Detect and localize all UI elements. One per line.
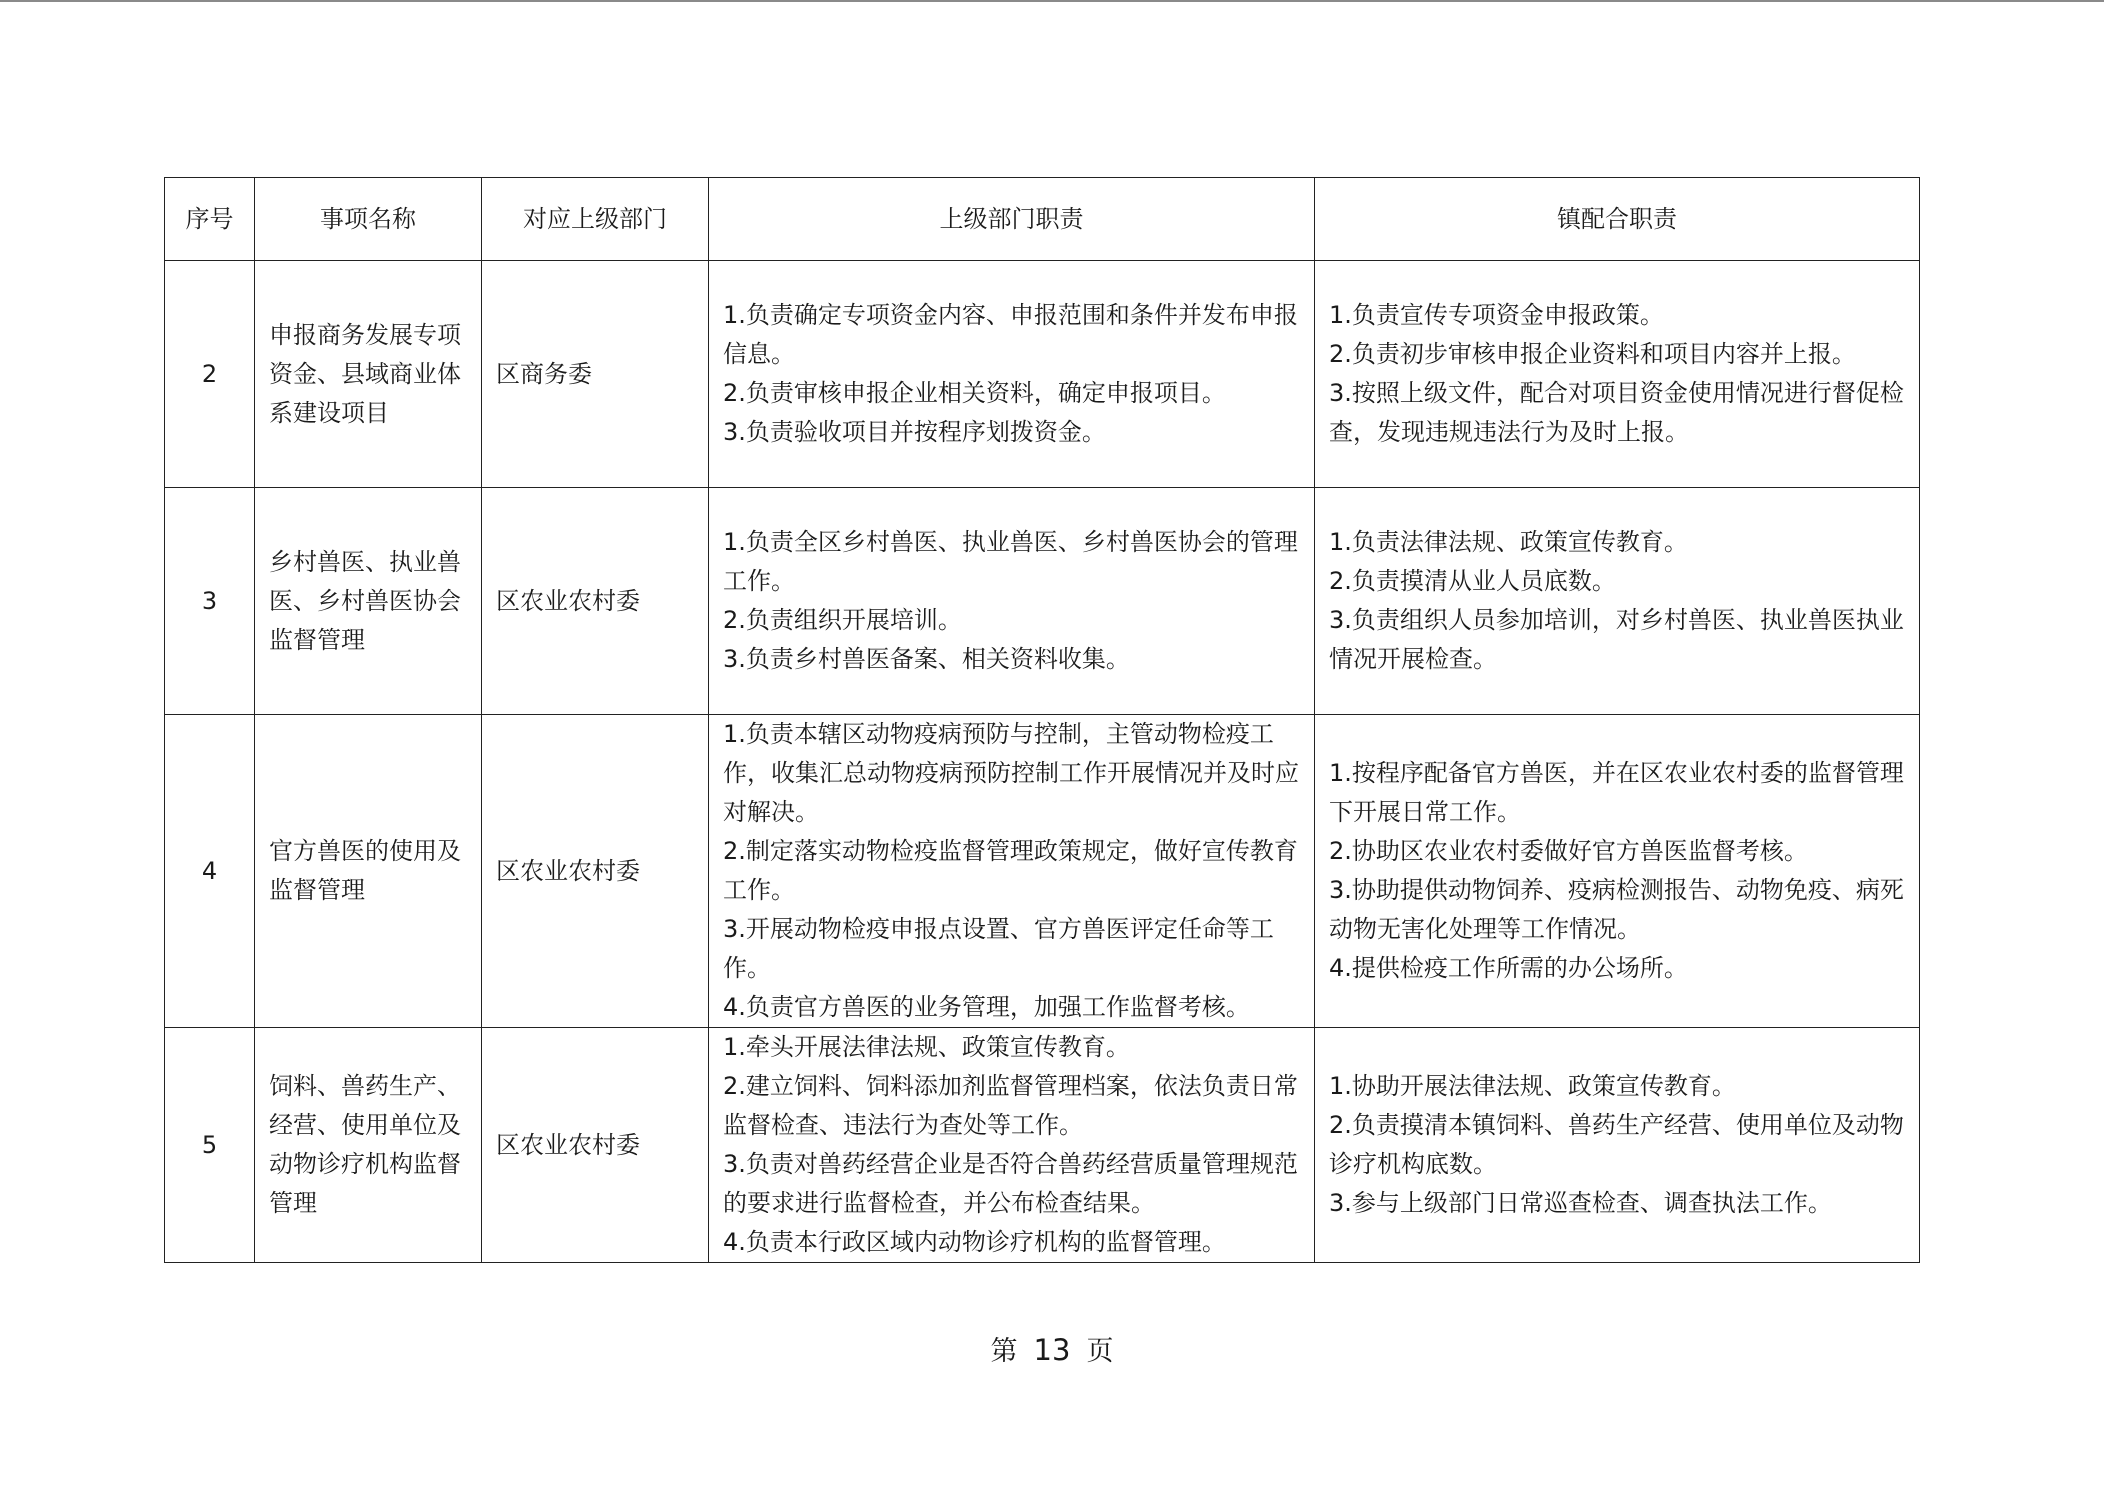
row-seq: 3: [165, 488, 255, 715]
duty-item: 1.协助开展法律法规、政策宣传教育。: [1329, 1072, 1736, 1100]
duty-table: [164, 177, 1920, 1263]
table-row: [165, 715, 1920, 1028]
duty-item: 1.负责法律法规、政策宣传教育。: [1329, 528, 1688, 556]
row-item-name: 乡村兽医、执业兽医、乡村兽医协会监督管理: [255, 488, 482, 715]
duty-item: 2.负责摸清本镇饲料、兽药生产经营、使用单位及动物诊疗机构底数。: [1329, 1111, 1904, 1178]
row-seq: 2: [165, 261, 255, 488]
row-item-name: 申报商务发展专项资金、县域商业体系建设项目: [255, 261, 482, 488]
page-footer: [0, 1332, 2104, 1370]
row-town-duties: [1315, 715, 1920, 1028]
row-upper-duties: [709, 715, 1315, 1028]
page-suffix: 页: [1086, 1336, 1114, 1367]
duty-item: 4.负责本行政区域内动物诊疗机构的监督管理。: [723, 1228, 1226, 1256]
duty-item: 3.负责验收项目并按程序划拨资金。: [723, 418, 1106, 446]
duty-item: 2.负责组织开展培训。: [723, 606, 962, 634]
table-row: [165, 1028, 1920, 1263]
table-row: [165, 488, 1920, 715]
header-seq: 序号: [165, 178, 255, 261]
duty-item: 4.负责官方兽医的业务管理，加强工作监督考核。: [723, 993, 1250, 1021]
document-page: [164, 177, 1919, 1263]
duty-item: 4.提供检疫工作所需的办公场所。: [1329, 954, 1688, 982]
duty-item: 2.负责摸清从业人员底数。: [1329, 567, 1616, 595]
duty-item: 3.开展动物检疫申报点设置、官方兽医评定任命等工作。: [723, 915, 1274, 982]
duty-item: 3.参与上级部门日常巡查检查、调查执法工作。: [1329, 1189, 1832, 1217]
duty-item: 1.负责全区乡村兽医、执业兽医、乡村兽医协会的管理工作。: [723, 528, 1298, 595]
row-item-name: 饲料、兽药生产、经营、使用单位及动物诊疗机构监督管理: [255, 1028, 482, 1263]
duty-item: 3.负责对兽药经营企业是否符合兽药经营质量管理规范的要求进行监督检查，并公布检查结果。: [723, 1150, 1298, 1217]
duty-item: 1.负责本辖区动物疫病预防与控制，主管动物检疫工作，收集汇总动物疫病预防控制工作开展情况并及时应对解决。: [723, 720, 1299, 826]
duty-item: 2.负责初步审核申报企业资料和项目内容并上报。: [1329, 340, 1856, 368]
row-upper-dept: 区商务委: [482, 261, 709, 488]
row-seq: 5: [165, 1028, 255, 1263]
row-upper-dept: 区农业农村委: [482, 715, 709, 1028]
page-prefix: 第: [990, 1336, 1018, 1367]
page-number: 13: [1033, 1333, 1071, 1367]
row-seq: 4: [165, 715, 255, 1028]
header-upper-duties: 上级部门职责: [709, 178, 1315, 261]
duty-item: 1.牵头开展法律法规、政策宣传教育。: [723, 1033, 1130, 1061]
row-town-duties: [1315, 488, 1920, 715]
row-town-duties: [1315, 261, 1920, 488]
row-item-name: 官方兽医的使用及监督管理: [255, 715, 482, 1028]
duty-item: 2.建立饲料、饲料添加剂监督管理档案，依法负责日常监督检查、违法行为查处等工作。: [723, 1072, 1298, 1139]
duty-item: 3.负责乡村兽医备案、相关资料收集。: [723, 645, 1130, 673]
table-header-row: [165, 178, 1920, 261]
row-upper-dept: 区农业农村委: [482, 488, 709, 715]
row-upper-duties: [709, 488, 1315, 715]
top-border-line: [0, 0, 2104, 2]
row-upper-duties: [709, 1028, 1315, 1263]
row-town-duties: [1315, 1028, 1920, 1263]
duty-item: 1.按程序配备官方兽医，并在区农业农村委的监督管理下开展日常工作。: [1329, 759, 1904, 826]
header-town-duties: 镇配合职责: [1315, 178, 1920, 261]
duty-item: 3.协助提供动物饲养、疫病检测报告、动物免疫、病死动物无害化处理等工作情况。: [1329, 876, 1904, 943]
duty-item: 1.负责确定专项资金内容、申报范围和条件并发布申报信息。: [723, 301, 1298, 368]
duty-item: 2.负责审核申报企业相关资料，确定申报项目。: [723, 379, 1226, 407]
row-upper-duties: [709, 261, 1315, 488]
table-row: [165, 261, 1920, 488]
duty-item: 3.按照上级文件，配合对项目资金使用情况进行督促检查，发现违规违法行为及时上报。: [1329, 379, 1904, 446]
duty-item: 1.负责宣传专项资金申报政策。: [1329, 301, 1664, 329]
duty-item: 2.协助区农业农村委做好官方兽医监督考核。: [1329, 837, 1808, 865]
duty-item: 2.制定落实动物检疫监督管理政策规定，做好宣传教育工作。: [723, 837, 1298, 904]
row-upper-dept: 区农业农村委: [482, 1028, 709, 1263]
duty-item: 3.负责组织人员参加培训，对乡村兽医、执业兽医执业情况开展检查。: [1329, 606, 1904, 673]
header-item-name: 事项名称: [255, 178, 482, 261]
header-upper-dept: 对应上级部门: [482, 178, 709, 261]
